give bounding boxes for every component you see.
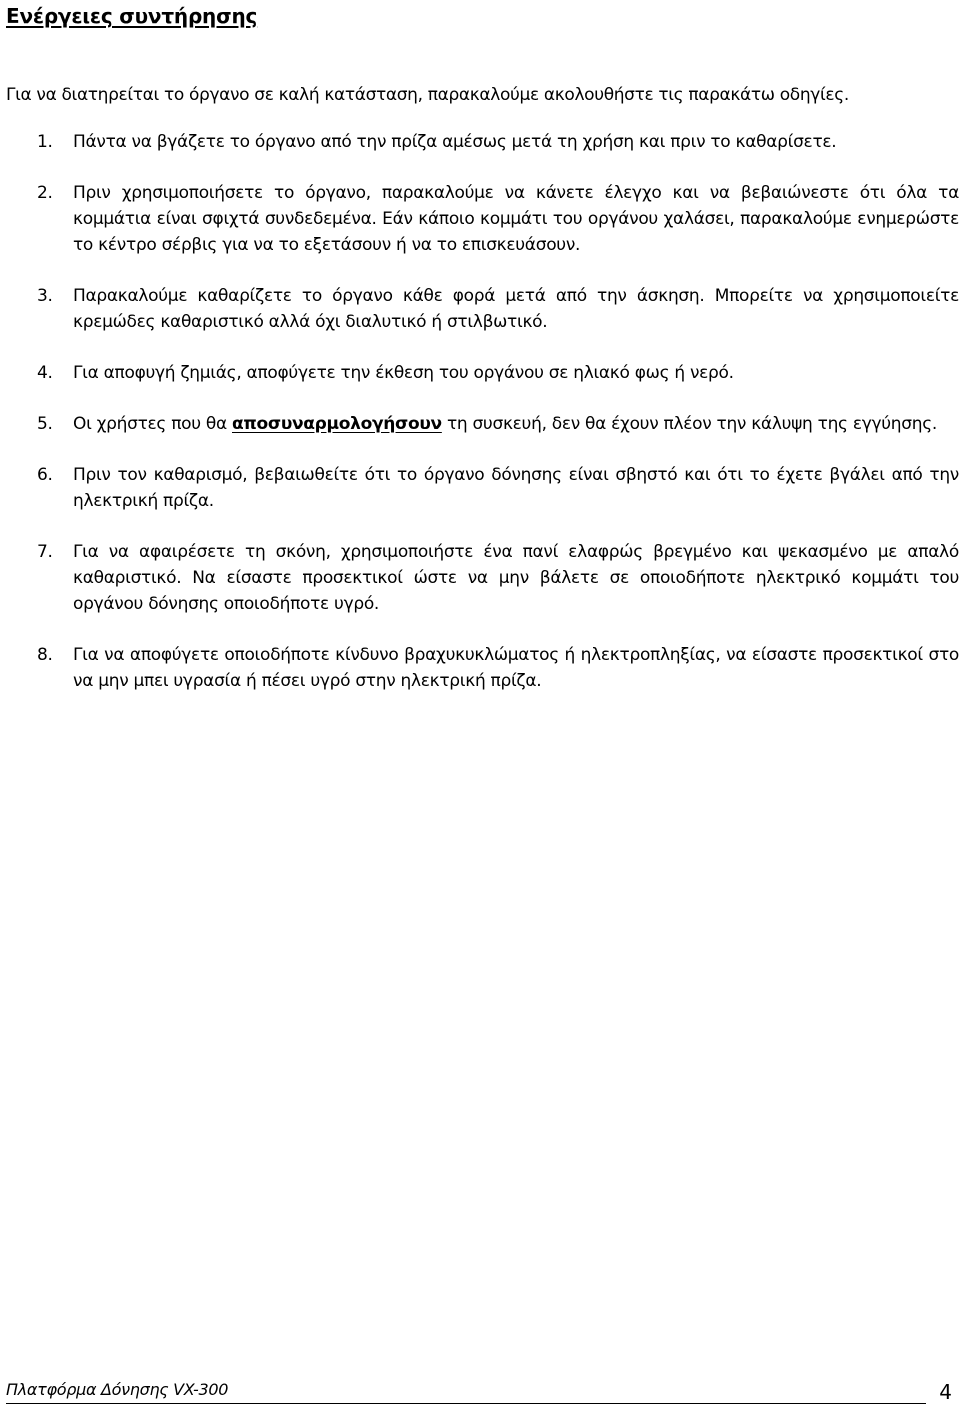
- section-heading: Ενέργειες συντήρησης: [6, 4, 258, 28]
- list-item: [37, 360, 959, 386]
- emphasized-word: αποσυναρμολογήσουν: [232, 414, 442, 434]
- list-item-number: 1.: [37, 132, 53, 152]
- list-item-number: 6.: [37, 465, 53, 485]
- list-item-number: 4.: [37, 363, 53, 383]
- list-item-text: Πάντα να βγάζετε το όργανο από την πρίζα αμέσως μετά τη χρήση και πριν το καθαρίσετε.: [73, 132, 837, 152]
- maintenance-instructions-list: [37, 129, 959, 719]
- list-item: [37, 539, 959, 617]
- list-item-text: [73, 411, 959, 437]
- list-item-text: Παρακαλούμε καθαρίζετε το όργανο κάθε φορά μετά από την άσκηση. Μπορείτε να χρησιμοποιείτε κρεμώδες καθαριστικό αλλά όχι διαλυτικό ή στιλβωτικό.: [73, 286, 959, 332]
- list-item-text-before: Οι χρήστες που θα: [73, 414, 232, 434]
- list-item: [37, 411, 959, 437]
- list-item: [37, 642, 959, 694]
- list-item-text: Πριν χρησιμοποιήσετε το όργανο, παρακαλούμε να κάνετε έλεγχο και να βεβαιώνεστε ότι όλα τα κομμάτια είναι σφιχτά συνδεδεμένα. Εάν κάποιο κομμάτι του οργάνου χαλάσει, παρακαλούμε ενημερώστε το κέντρο σέρβις για να το εξετάσουν ή να το επισκευάσουν.: [73, 183, 959, 255]
- footer-divider: [6, 1403, 926, 1404]
- intro-paragraph: Για να διατηρείται το όργανο σε καλή κατάσταση, παρακαλούμε ακολουθήστε τις παρακάτω οδηγίες.: [6, 85, 849, 105]
- list-item: [37, 283, 959, 335]
- list-item-text: Για να αφαιρέσετε τη σκόνη, χρησιμοποιήστε ένα πανί ελαφρώς βρεγμένο και ψεκασμένο με απαλό καθαριστικό. Να είσαστε προσεκτικοί ώστε να μην βάλετε σε οποιοδήποτε ηλεκτρικό κομμάτι του οργάνου δόνησης οποιοδήποτε υγρό.: [73, 542, 959, 614]
- list-item-number: 5.: [37, 414, 53, 434]
- list-item-text: Πριν τον καθαρισμό, βεβαιωθείτε ότι το όργανο δόνησης είναι σβηστό και ότι το έχετε βγάλει από την ηλεκτρική πρίζα.: [73, 465, 959, 511]
- list-item-number: 8.: [37, 645, 53, 665]
- list-item-number: 7.: [37, 542, 53, 562]
- footer-page-number: 4: [939, 1380, 952, 1404]
- list-item: [37, 129, 959, 155]
- list-item-text: Για αποφυγή ζημιάς, αποφύγετε την έκθεση του οργάνου σε ηλιακό φως ή νερό.: [73, 363, 734, 383]
- list-item: [37, 180, 959, 258]
- footer-product-title: Πλατφόρμα Δόνησης VX-300: [6, 1380, 229, 1399]
- list-item-number: 3.: [37, 286, 53, 306]
- list-item-number: 2.: [37, 183, 53, 203]
- list-item: [37, 462, 959, 514]
- list-item-text-after: τη συσκευή, δεν θα έχουν πλέον την κάλυψη της εγγύησης.: [441, 414, 937, 434]
- list-item-text: Για να αποφύγετε οποιοδήποτε κίνδυνο βραχυκυκλώματος ή ηλεκτροπληξίας, να είσαστε προσεκτικοί στο να μην μπει υγρασία ή πέσει υγρό στην ηλεκτρική πρίζα.: [73, 645, 959, 691]
